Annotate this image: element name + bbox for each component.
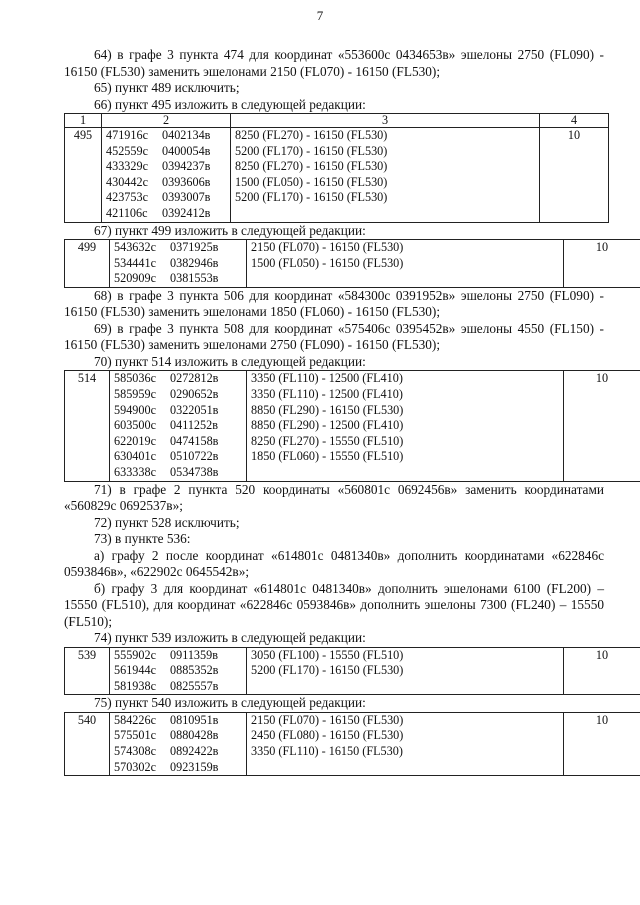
latitude: 585959с <box>114 386 156 401</box>
flight-level-line: 8250 (FL270) - 16150 (FL530) <box>235 128 388 142</box>
latitude: 630401с <box>114 449 156 464</box>
latitude: 471916с <box>106 128 148 142</box>
table-row <box>65 128 609 223</box>
coordinate-line <box>106 128 226 144</box>
amendment-table <box>64 239 640 288</box>
amendment-table <box>64 113 609 223</box>
coordinate-line <box>114 744 242 760</box>
longitude: 0322051в <box>170 402 219 417</box>
flight-level-line: 3350 (FL110) - 12500 (FL410) <box>251 371 403 386</box>
latitude: 421106с <box>106 205 148 220</box>
flight-level-line: 1500 (FL050) - 16150 (FL530) <box>235 174 388 189</box>
coordinate-line <box>114 648 242 664</box>
column-4-cell: 10 <box>564 371 640 481</box>
latitude: 585036с <box>114 371 156 386</box>
longitude: 0923159в <box>170 759 219 774</box>
table-row <box>65 240 640 288</box>
longitude: 0381553в <box>170 271 219 286</box>
item-number-cell: 499 <box>65 240 110 288</box>
column-header: 2 <box>102 114 231 128</box>
paragraph: 75) пункт 540 изложить в следующей редакции: <box>94 695 366 711</box>
column-4-cell: 10 <box>564 647 640 695</box>
flight-level-line: 8850 (FL290) - 16150 (FL530) <box>251 402 404 417</box>
flight-level-line: 8250 (FL270) - 16150 (FL530) <box>235 159 388 174</box>
latitude: 433329с <box>106 159 148 174</box>
coordinate-line <box>106 206 226 222</box>
flight-level-line: 2150 (FL070) - 16150 (FL530) <box>251 712 404 727</box>
latitude: 574308с <box>114 743 156 758</box>
table-header-row <box>65 114 609 128</box>
paragraph: а) графу 2 после координат «614801с 0481340в» дополнить координатами «622846с 0593846в», «622902с 0645542в»; <box>64 547 604 579</box>
latitude: 581938с <box>114 678 156 693</box>
flight-levels-cell <box>247 240 564 288</box>
longitude: 0825557в <box>170 678 219 693</box>
coordinate-line <box>114 465 242 481</box>
longitude: 0880428в <box>170 728 219 743</box>
amendment-table <box>64 370 640 481</box>
latitude: 534441с <box>114 255 156 270</box>
latitude: 543632с <box>114 240 156 255</box>
paragraph: 66) пункт 495 изложить в следующей редакции: <box>94 96 366 112</box>
coordinate-line <box>114 663 242 679</box>
latitude: 561944с <box>114 663 156 678</box>
longitude: 0272812в <box>170 371 219 386</box>
coordinate-line <box>114 240 242 256</box>
flight-level-line: 8250 (FL270) - 15550 (FL510) <box>251 433 404 448</box>
longitude: 0394237в <box>162 159 211 174</box>
longitude: 0911359в <box>170 647 218 662</box>
longitude: 0411252в <box>170 418 218 433</box>
longitude: 0393606в <box>162 174 211 189</box>
flight-levels-cell <box>247 647 564 695</box>
page-number: 7 <box>316 8 324 23</box>
coordinate-line <box>114 403 242 419</box>
paragraph: 65) пункт 489 исключить; <box>94 80 240 95</box>
latitude: 570302с <box>114 759 156 774</box>
column-header: 1 <box>65 114 102 128</box>
coordinate-line <box>106 175 226 191</box>
latitude: 622019с <box>114 433 156 448</box>
longitude: 0474158в <box>170 433 219 448</box>
column-4-cell: 10 <box>540 128 609 223</box>
coordinate-line <box>114 371 242 387</box>
flight-level-line: 3350 (FL110) - 16150 (FL530) <box>251 743 403 758</box>
coordinates-cell <box>110 240 247 288</box>
amendment-table <box>64 712 640 776</box>
latitude: 575501с <box>114 728 156 743</box>
coordinate-line <box>114 387 242 403</box>
latitude: 603500с <box>114 418 156 433</box>
flight-level-line: 8850 (FL290) - 12500 (FL410) <box>251 418 404 433</box>
paragraph: 71) в графе 2 пункта 520 координаты «560801с 0692456в» заменить координатами «560829с 0692537в»; <box>64 481 604 513</box>
table-row <box>65 712 640 775</box>
column-4-cell: 10 <box>564 240 640 288</box>
coordinate-line <box>114 713 242 729</box>
flight-level-line: 3350 (FL110) - 12500 (FL410) <box>251 386 403 401</box>
paragraph: 73) в пункте 536: <box>94 531 191 546</box>
longitude: 0290652в <box>170 386 219 401</box>
flight-level-line: 1850 (FL060) - 15550 (FL510) <box>251 449 404 464</box>
coordinate-line <box>114 418 242 434</box>
latitude: 584226с <box>114 712 156 727</box>
item-number-cell: 539 <box>65 647 110 695</box>
longitude: 0382946в <box>170 255 219 270</box>
flight-levels-cell <box>231 128 540 223</box>
flight-level-line: 2450 (FL080) - 16150 (FL530) <box>251 728 404 743</box>
longitude: 0400054в <box>162 143 211 158</box>
longitude: 0885352в <box>170 663 219 678</box>
coordinate-line <box>114 271 242 287</box>
longitude: 0392412в <box>162 205 211 220</box>
item-number-cell: 495 <box>65 128 102 223</box>
item-number-cell: 540 <box>65 712 110 775</box>
column-header: 4 <box>540 114 609 128</box>
longitude: 0371925в <box>170 240 219 255</box>
flight-levels-cell <box>247 371 564 481</box>
flight-level-line: 3050 (FL100) - 15550 (FL510) <box>251 647 404 662</box>
flight-level-line: 5200 (FL170) - 16150 (FL530) <box>235 190 388 205</box>
longitude: 0534738в <box>170 464 219 479</box>
latitude: 520909с <box>114 271 156 286</box>
coordinate-line <box>114 256 242 272</box>
document-body <box>64 47 609 776</box>
paragraph: 67) пункт 499 изложить в следующей редакции: <box>94 222 366 238</box>
latitude: 594900с <box>114 402 156 417</box>
coordinate-line <box>114 728 242 744</box>
latitude: 555902с <box>114 647 156 662</box>
paragraph: 69) в графе 3 пункта 508 для координат «575406с 0395452в» эшелоны 4550 (FL150) - 16150 (FL530) заменить эшелонами 2750 (FL090) - 16150 (FL530); <box>64 320 604 353</box>
flight-level-line: 5200 (FL170) - 16150 (FL530) <box>251 663 404 678</box>
item-number-cell: 514 <box>65 371 110 481</box>
table-row <box>65 371 640 481</box>
paragraph: 70) пункт 514 изложить в следующей редакции: <box>94 353 366 369</box>
coordinate-line <box>114 679 242 695</box>
column-header: 3 <box>231 114 540 128</box>
coordinate-line <box>106 190 226 206</box>
coordinates-cell <box>110 712 247 775</box>
longitude: 0892422в <box>170 743 219 758</box>
flight-level-line: 5200 (FL170) - 16150 (FL530) <box>235 143 388 158</box>
latitude: 430442с <box>106 174 148 189</box>
paragraph: 74) пункт 539 изложить в следующей редакции: <box>94 630 366 645</box>
flight-level-line: 1500 (FL050) - 16150 (FL530) <box>251 255 404 270</box>
coordinate-line <box>106 144 226 160</box>
coordinates-cell <box>102 128 231 223</box>
coordinates-cell <box>110 647 247 695</box>
paragraph: 72) пункт 528 исключить; <box>94 514 240 530</box>
coordinate-line <box>114 449 242 465</box>
coordinate-line <box>106 159 226 175</box>
paragraph: б) графу 3 для координат «614801с 0481340в» дополнить эшелонами 6100 (FL200) – 15550 (FL510), для координат «622846с 0593846в» дополнить эшелоны 7300 (FL240) – 15550 (FL510); <box>64 580 604 629</box>
latitude: 423753с <box>106 190 148 205</box>
table-row <box>65 647 640 695</box>
flight-levels-cell <box>247 712 564 775</box>
paragraph: 64) в графе 3 пункта 474 для координат «553600с 0434653в» эшелоны 2750 (FL090) - 16150 (FL530) заменить эшелонами 2150 (FL070) - 16150 (FL530); <box>64 47 604 79</box>
column-4-cell: 10 <box>564 712 640 775</box>
coordinates-cell <box>110 371 247 481</box>
longitude: 0393007в <box>162 190 211 205</box>
coordinate-line <box>114 760 242 776</box>
coordinate-line <box>114 434 242 450</box>
latitude: 452559с <box>106 143 148 158</box>
flight-level-line: 2150 (FL070) - 16150 (FL530) <box>251 240 404 255</box>
longitude: 0510722в <box>170 449 219 464</box>
amendment-table <box>64 647 640 696</box>
latitude: 633338с <box>114 464 156 479</box>
longitude: 0402134в <box>162 128 211 142</box>
longitude: 0810951в <box>170 712 219 727</box>
paragraph: 68) в графе 3 пункта 506 для координат «584300с 0391952в» эшелоны 2750 (FL090) - 16150 (FL530) заменить эшелонами 1850 (FL060) - 16150 (FL530); <box>64 287 604 320</box>
